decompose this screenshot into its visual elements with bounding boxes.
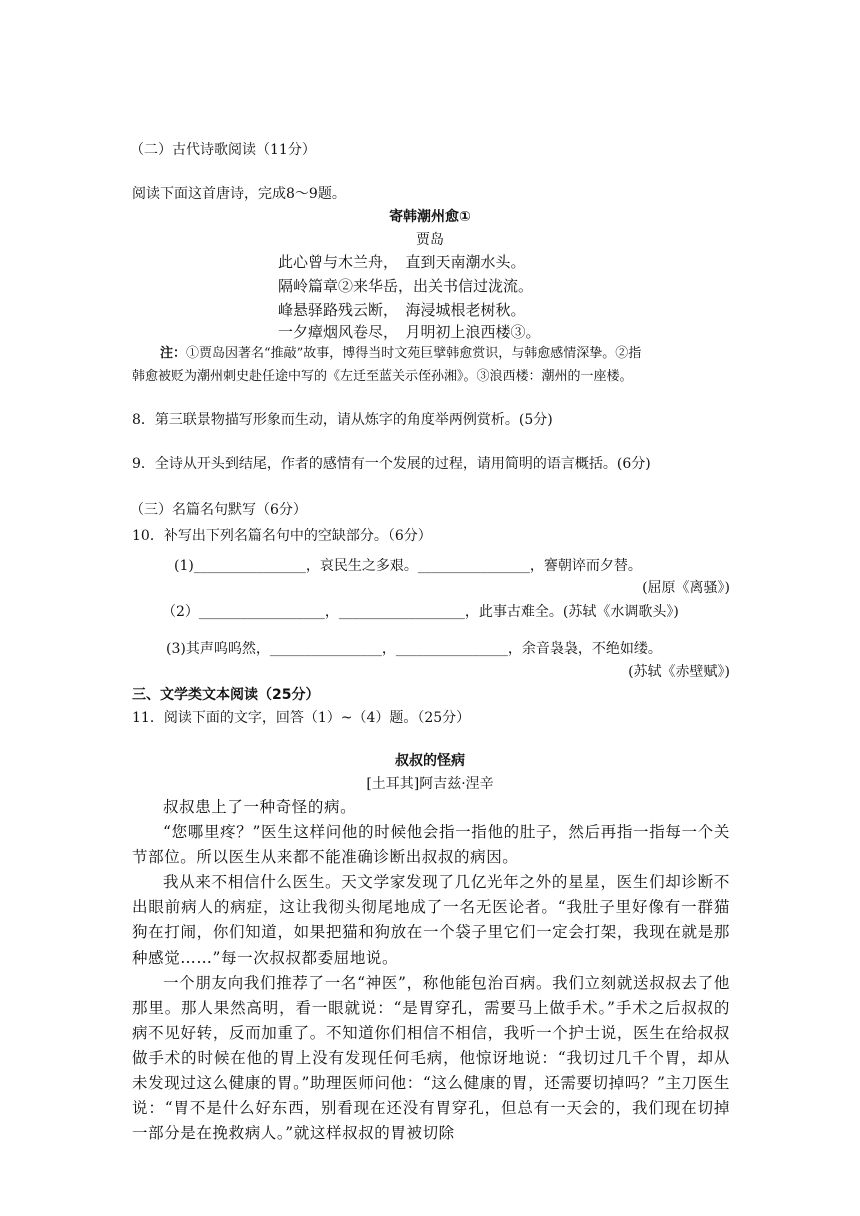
story-title: 叔叔的怪病 [395,753,465,769]
poem-line: 隔岭篇章②来华岳，出关书信过泷流。 [278,277,534,295]
fill-item-2: （2）__________________，__________________，此事古难全。(苏轼《水调歌头》) [162,604,679,620]
poem-line: 一夕瘴烟风卷尽， 月明初上浪西楼③。 [278,323,541,341]
fill-item-1-source: (屈原《离骚》) [642,580,730,596]
poem-line: 峰悬驿路残云断， 海浸城根老树秋。 [278,301,526,319]
fill-item-3-source: (苏轼《赤壁赋》) [628,664,730,680]
question-10: 10．补写出下列名篇名句中的空缺部分。（6分） [132,528,432,544]
fill-item-1: (1)________________，哀民生之多艰。________________，謇朝谇而夕替。 [174,558,642,574]
section2-heading: （二）古代诗歌阅读（11分） [130,142,316,158]
poem-line: 此心曾与木兰舟， 直到天南潮水头。 [278,253,526,271]
note-line-1 [160,344,641,364]
section3-heading: （三）名篇名句默写（6分） [130,502,307,518]
note-text-1: ①贾岛因著名“推敲”故事，博得当时文苑巨擘韩愈赏识，与韩愈感情深挚。②指 [186,346,642,361]
poem-title: 寄韩潮州愈① [389,209,471,225]
part3-heading: 三、文学类文本阅读（25分） [132,687,320,703]
note-line-2: 韩愈被贬为潮州刺史赴任途中写的《左迁至蓝关示侄孙湘》。③浪西楼：潮州的一座楼。 [132,369,633,384]
story-paragraph: 我从来不相信什么医生。天文学家发现了几亿光年之外的星星，医生们却诊断不出眼前病人的病症，这让我彻头彻尾地成了一名无医论者。“我肚子里好像有一群猫狗在打闹，你们知道，如果把猫和狗放在一个袋子里它们一定会打架，我现在就是那种感觉……”每一次叔叔都委屈地说。 [132,873,730,967]
story-paragraph: 一个朋友向我们推荐了一名“神医”，称他能包治百病。我们立刻就送叔叔去了他那里。那人果然高明，看一眼就说：“是胃穿孔，需要马上做手术。”手术之后叔叔的病不见好转，反而加重了。不知道你们相信不相信，我听一个护士说，医生在给叔叔做手术的时候在他的胃上没有发现任何毛病，他惊讶地说：“我切过几千个胃，却从未发现过这么健康的胃。”助理医师问他：“这么健康的胃，还需要切掉吗？”主刀医生说：“胃不是什么好东西，别看现在还没有胃穿孔，但总有一天会的，我们现在切掉一部分是在挽救病人。”就这样叔叔的胃被切除 [132,973,730,1143]
note-label: 注： [160,346,187,361]
fill-item-3: (3)其声呜呜然，________________，________________，余音袅袅，不绝如缕。 [166,641,662,657]
instruction: 阅读下面这首唐诗，完成8～9题。 [132,186,346,202]
story-body [132,795,730,1146]
story-author: [土耳其]阿吉兹·涅辛 [366,776,494,792]
question-8: 8．第三联景物描写形象而生动，请从炼字的角度举两例赏析。(5分) [132,412,553,428]
question-9: 9．全诗从开头到结尾，作者的感情有一个发展的过程，请用简明的语言概括。(6分) [132,456,651,472]
story-paragraph: “您哪里疼？”医生这样问他的时候他会指一指他的肚子，然后再指一指每一个关节部位。所以医生从来都不能准确诊断出叔叔的病因。 [132,823,730,867]
story-paragraph: 叔叔患上了一种奇怪的病。 [163,798,357,816]
poem-author: 贾岛 [416,232,444,248]
question-11: 11．阅读下面的文字，回答（1）~（4）题。（25分） [132,710,471,726]
